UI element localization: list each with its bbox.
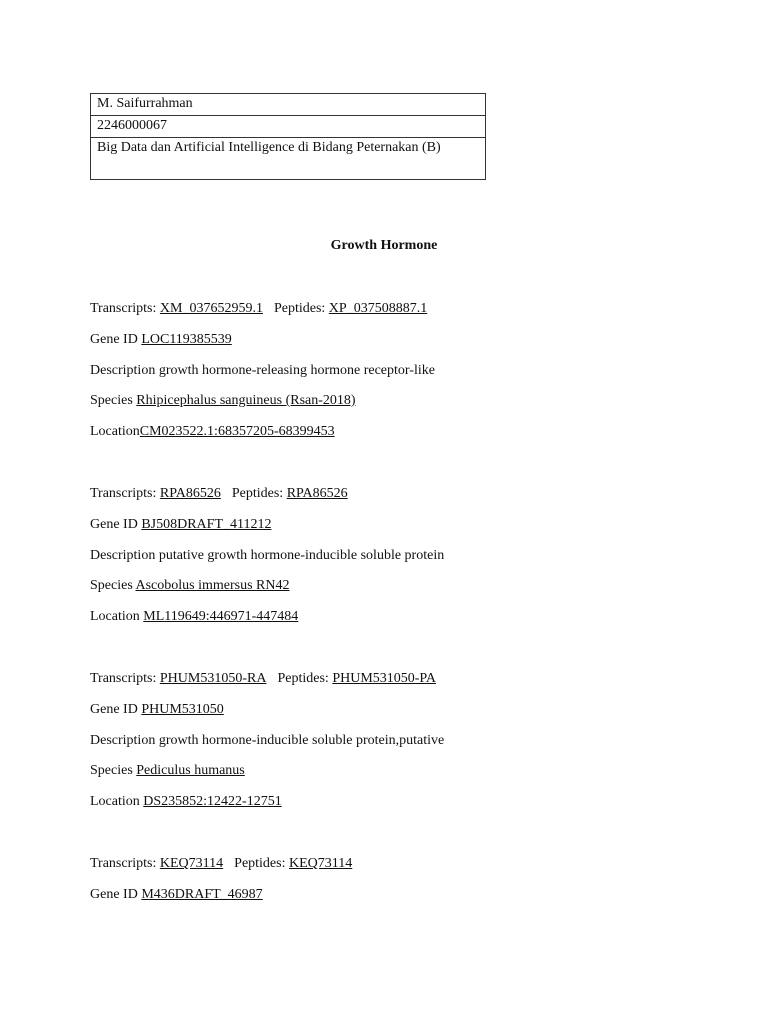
location-label: Location bbox=[90, 424, 140, 439]
gene-id-link[interactable]: BJ508DRAFT_411212 bbox=[141, 517, 272, 532]
location-link[interactable]: DS235852:12422-12751 bbox=[143, 794, 282, 809]
page-title: Growth Hormone bbox=[330, 238, 438, 253]
gene-id-label: Gene ID bbox=[90, 517, 138, 532]
species-label: Species bbox=[90, 393, 133, 408]
header-table bbox=[90, 93, 486, 180]
entry-3-transcripts-line bbox=[90, 670, 436, 688]
peptides-label: Peptides: bbox=[277, 671, 329, 686]
entry-3-location-line bbox=[90, 793, 282, 811]
gene-id-link[interactable]: M436DRAFT_46987 bbox=[141, 887, 263, 902]
description-text: growth hormone-releasing hormone receptor-like bbox=[158, 363, 435, 378]
gene-id-label: Gene ID bbox=[90, 887, 138, 902]
transcript-link[interactable]: RPA86526 bbox=[159, 486, 221, 501]
entry-3-species-line bbox=[90, 762, 245, 780]
description-text: putative growth hormone-inducible soluble protein bbox=[158, 548, 445, 563]
peptides-label: Peptides: bbox=[273, 301, 326, 316]
peptides-label: Peptides: bbox=[234, 856, 286, 871]
species-link[interactable]: Rhipicephalus sanguineus (Rsan-2018) bbox=[136, 393, 356, 408]
entry-4-gene-line bbox=[90, 886, 263, 904]
entry-1-location-line bbox=[90, 423, 335, 441]
species-label: Species bbox=[90, 578, 133, 593]
entry-2-transcripts-line bbox=[90, 485, 348, 503]
gene-id-link[interactable]: PHUM531050 bbox=[141, 702, 224, 717]
species-link[interactable]: Pediculus humanus bbox=[136, 763, 245, 778]
entry-2-species-line bbox=[90, 577, 290, 595]
entry-3-description-line bbox=[90, 732, 444, 750]
student-name: M. Saifurrahman bbox=[91, 94, 486, 116]
location-link[interactable]: CM023522.1:68357205-68399453 bbox=[139, 424, 335, 439]
entry-4-transcripts-line bbox=[90, 855, 352, 873]
peptides-label: Peptides: bbox=[231, 486, 284, 501]
entry-1-description-line bbox=[90, 362, 435, 380]
location-link[interactable]: ML119649:446971-447484 bbox=[143, 609, 299, 624]
peptide-link[interactable]: PHUM531050-PA bbox=[332, 671, 437, 686]
transcript-link[interactable]: XM_037652959.1 bbox=[159, 301, 263, 316]
entry-1-species-line bbox=[90, 392, 356, 410]
description-label: Description bbox=[90, 363, 156, 378]
entry-3-gene-line bbox=[90, 701, 224, 719]
entry-2-gene-line bbox=[90, 516, 271, 534]
species-label: Species bbox=[90, 763, 133, 778]
description-text: growth hormone-inducible soluble protein,putative bbox=[158, 733, 445, 748]
transcripts-label: Transcripts: bbox=[90, 301, 157, 316]
student-id: 2246000067 bbox=[91, 116, 486, 138]
gene-id-label: Gene ID bbox=[90, 702, 138, 717]
entry-1-gene-line bbox=[90, 331, 232, 349]
transcripts-label: Transcripts: bbox=[90, 671, 157, 686]
gene-id-label: Gene ID bbox=[90, 332, 138, 347]
location-label: Location bbox=[90, 794, 140, 809]
course-name: Big Data dan Artificial Intelligence di Bidang Peternakan (B) bbox=[91, 138, 486, 180]
transcript-link[interactable]: PHUM531050-RA bbox=[159, 671, 267, 686]
entry-2-description-line bbox=[90, 547, 444, 565]
transcript-link[interactable]: KEQ73114 bbox=[159, 856, 224, 871]
entry-1-transcripts-line bbox=[90, 300, 427, 318]
description-label: Description bbox=[90, 733, 156, 748]
species-link[interactable]: Ascobolus immersus RN42 bbox=[135, 578, 290, 593]
entry-2-location-line bbox=[90, 608, 298, 626]
transcripts-label: Transcripts: bbox=[90, 856, 157, 871]
location-label: Location bbox=[90, 609, 140, 624]
gene-id-link[interactable]: LOC119385539 bbox=[141, 332, 232, 347]
description-label: Description bbox=[90, 548, 156, 563]
peptide-link[interactable]: KEQ73114 bbox=[289, 856, 353, 871]
transcripts-label: Transcripts: bbox=[90, 486, 157, 501]
peptide-link[interactable]: RPA86526 bbox=[286, 486, 348, 501]
peptide-link[interactable]: XP_037508887.1 bbox=[328, 301, 428, 316]
